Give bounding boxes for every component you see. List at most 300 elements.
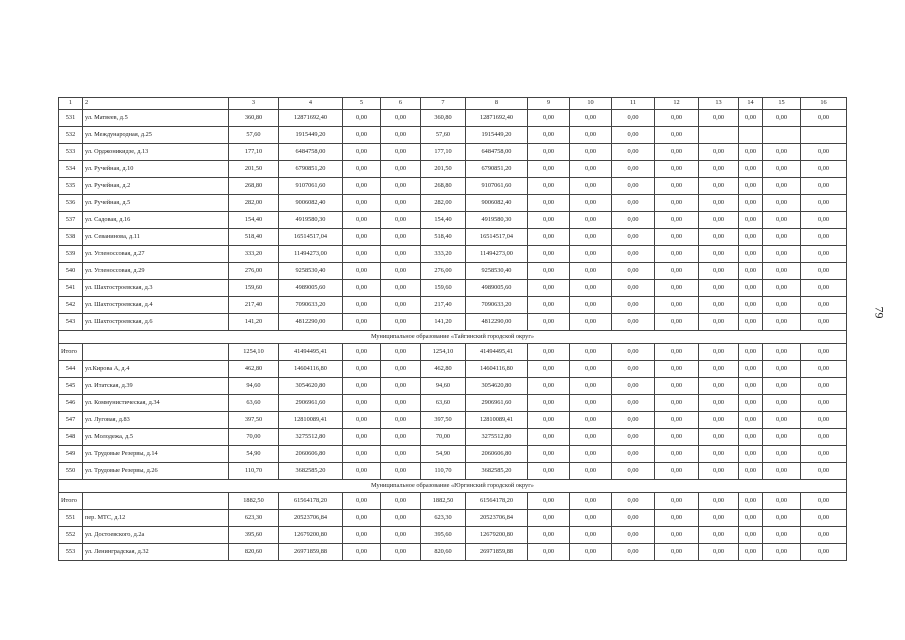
table-row (59, 263, 847, 280)
table-cell: 0,00 (801, 463, 847, 480)
table-cell: 0,00 (381, 297, 421, 314)
table-cell: 0,00 (381, 229, 421, 246)
table-cell: 0,00 (699, 144, 739, 161)
table-cell: 0,00 (801, 195, 847, 212)
table-cell: 397,50 (421, 412, 466, 429)
table-cell: 0,00 (655, 178, 699, 195)
table-cell: 0,00 (739, 510, 763, 527)
table-cell: 0,00 (655, 344, 699, 361)
table-cell: 0,00 (612, 110, 655, 127)
table-cell: 0,00 (381, 527, 421, 544)
table-cell: 0,00 (381, 110, 421, 127)
table-cell: 14 (739, 98, 763, 110)
table-cell: 11494273,00 (279, 246, 343, 263)
table-cell: 6790851,20 (279, 161, 343, 178)
section-title-row (59, 480, 847, 493)
table-cell: 15 (763, 98, 801, 110)
table-cell: 549 (59, 446, 83, 463)
table-cell: 0,00 (739, 178, 763, 195)
table-cell: 12679200,80 (279, 527, 343, 544)
table-row (59, 110, 847, 127)
table-row (59, 361, 847, 378)
table-cell: 159,60 (421, 280, 466, 297)
table-cell: 534 (59, 161, 83, 178)
table-cell: 3054620,80 (279, 378, 343, 395)
table-cell: 141,20 (229, 314, 279, 331)
table-cell: 0,00 (381, 178, 421, 195)
table-cell: 2906961,60 (466, 395, 528, 412)
table-cell: 553 (59, 544, 83, 561)
table-cell: 0,00 (612, 544, 655, 561)
table-cell: 282,00 (229, 195, 279, 212)
table-cell: 360,80 (421, 110, 466, 127)
table-cell: 0,00 (381, 344, 421, 361)
table-cell: 0,00 (699, 297, 739, 314)
table-cell: 9258530,40 (279, 263, 343, 280)
table-cell: 1882,50 (421, 493, 466, 510)
table-cell: 268,80 (421, 178, 466, 195)
table-cell: 0,00 (612, 412, 655, 429)
table-cell: 70,00 (421, 429, 466, 446)
table-cell: ул. Достоевского, д.2а (83, 527, 229, 544)
table-cell: 0,00 (381, 378, 421, 395)
table-cell: 0,00 (801, 314, 847, 331)
table-cell: 0,00 (763, 429, 801, 446)
table-cell: 0,00 (381, 212, 421, 229)
table-cell: 0,00 (655, 510, 699, 527)
table-cell: 0,00 (699, 110, 739, 127)
table-cell: 0,00 (699, 446, 739, 463)
table-cell: 0,00 (528, 429, 570, 446)
table-cell: Итого (59, 493, 83, 510)
table-cell: 26971859,88 (466, 544, 528, 561)
table-cell: 9006082,40 (279, 195, 343, 212)
table-cell: 548 (59, 429, 83, 446)
table-cell: 0,00 (699, 378, 739, 395)
table-cell: 9006082,40 (466, 195, 528, 212)
table-cell: 41494495,41 (466, 344, 528, 361)
table-cell: 0,00 (699, 263, 739, 280)
table-cell: 547 (59, 412, 83, 429)
table-cell: 0,00 (570, 412, 612, 429)
table-cell: 333,20 (421, 246, 466, 263)
table-cell: 0,00 (655, 429, 699, 446)
table-cell: 12810089,41 (466, 412, 528, 429)
table-cell: 0,00 (570, 246, 612, 263)
table-cell: ул. Трудовые Резервы, д.26 (83, 463, 229, 480)
table-cell: 0,00 (801, 297, 847, 314)
table-cell: 110,70 (421, 463, 466, 480)
table-cell: 0,00 (612, 493, 655, 510)
table-cell: 0,00 (763, 378, 801, 395)
table-cell: 0,00 (655, 144, 699, 161)
table-cell: ул. Ручейная, д.2 (83, 178, 229, 195)
table-cell: 0,00 (528, 510, 570, 527)
table-cell: ул. Шахтостроевская, д.3 (83, 280, 229, 297)
table-cell: 2060606,80 (279, 446, 343, 463)
table-cell: 6484758,00 (279, 144, 343, 161)
table-cell: 0,00 (612, 178, 655, 195)
table-cell: 9258530,40 (466, 263, 528, 280)
table-cell: 0,00 (763, 544, 801, 561)
table-row (59, 314, 847, 331)
table-cell: 0,00 (381, 510, 421, 527)
table-cell: 12 (655, 98, 699, 110)
table-cell: 16514517,04 (466, 229, 528, 246)
table-cell: 0,00 (612, 263, 655, 280)
table-cell: 13 (699, 98, 739, 110)
table-cell: 0,00 (763, 212, 801, 229)
table-cell: ул. Коммунистическая, д.34 (83, 395, 229, 412)
table-row (59, 429, 847, 446)
table-cell: 0,00 (381, 463, 421, 480)
table-cell: 0,00 (801, 280, 847, 297)
table-cell: 0,00 (612, 195, 655, 212)
table-cell: 0,00 (739, 263, 763, 280)
table-cell: 0,00 (528, 395, 570, 412)
table-cell: 360,80 (229, 110, 279, 127)
table-cell: 7 (421, 98, 466, 110)
table-cell: 542 (59, 297, 83, 314)
table-cell: 0,00 (343, 412, 381, 429)
table-cell: 0,00 (528, 544, 570, 561)
table-cell: 12871692,40 (466, 110, 528, 127)
table-cell: 3682585,20 (466, 463, 528, 480)
table-cell: 820,60 (421, 544, 466, 561)
table-cell: 0,00 (381, 361, 421, 378)
table-cell: 0,00 (699, 161, 739, 178)
table-cell: 0,00 (655, 297, 699, 314)
table-cell: 3275512,80 (279, 429, 343, 446)
table-cell: 0,00 (801, 412, 847, 429)
table-cell: 159,60 (229, 280, 279, 297)
table-cell: 11494273,00 (466, 246, 528, 263)
table-cell: 0,00 (570, 493, 612, 510)
table-cell: 63,60 (421, 395, 466, 412)
table-cell: 4 (279, 98, 343, 110)
table-cell: 110,70 (229, 463, 279, 480)
table-cell: 1 (59, 98, 83, 110)
table-row (59, 212, 847, 229)
table-cell: 0,00 (343, 544, 381, 561)
table-cell: 0,00 (612, 429, 655, 446)
table-cell: 0,00 (343, 378, 381, 395)
table-cell: 0,00 (763, 527, 801, 544)
table-cell: 41494495,41 (279, 344, 343, 361)
table-cell: 0,00 (570, 378, 612, 395)
table-cell: 201,50 (229, 161, 279, 178)
table-row (59, 527, 847, 544)
table-cell: 0,00 (739, 195, 763, 212)
table-cell: 0,00 (801, 212, 847, 229)
table-cell: 7090633,20 (279, 297, 343, 314)
table-cell: 623,30 (421, 510, 466, 527)
table-cell: 0,00 (570, 297, 612, 314)
table-cell: 0,00 (801, 110, 847, 127)
table-cell: 0,00 (699, 527, 739, 544)
table-cell: 9 (528, 98, 570, 110)
table-cell: 0,00 (655, 527, 699, 544)
table-cell: 0,00 (699, 229, 739, 246)
table-row (59, 297, 847, 314)
table-cell: 0,00 (570, 395, 612, 412)
table-cell: 0,00 (763, 246, 801, 263)
table-cell: 0,00 (655, 195, 699, 212)
table-cell: 0,00 (381, 314, 421, 331)
table-cell: 7090633,20 (466, 297, 528, 314)
table-cell: 545 (59, 378, 83, 395)
table-cell: 538 (59, 229, 83, 246)
table-cell: 9107061,60 (279, 178, 343, 195)
table-cell: 0,00 (699, 429, 739, 446)
table-cell: 70,00 (229, 429, 279, 446)
table-cell: 0,00 (570, 544, 612, 561)
table-cell: 0,00 (655, 263, 699, 280)
table-row (59, 246, 847, 263)
table-cell: 0,00 (612, 361, 655, 378)
table-cell (83, 493, 229, 510)
table-cell: 177,10 (421, 144, 466, 161)
table-cell: 0,00 (655, 246, 699, 263)
table-cell: ул.Кирова А, д.4 (83, 361, 229, 378)
table-cell: 0,00 (528, 195, 570, 212)
table-cell: 2060606,80 (466, 446, 528, 463)
table-cell: 0,00 (699, 412, 739, 429)
table-cell: 531 (59, 110, 83, 127)
table-cell: 0,00 (763, 110, 801, 127)
table-cell: 94,60 (229, 378, 279, 395)
table-cell: 57,60 (421, 127, 466, 144)
table-cell: 154,40 (229, 212, 279, 229)
table-cell: 0,00 (528, 110, 570, 127)
table-cell: 94,60 (421, 378, 466, 395)
table-row (59, 412, 847, 429)
table-cell: 0,00 (655, 463, 699, 480)
table-cell: 0,00 (612, 229, 655, 246)
table-cell: 0,00 (699, 493, 739, 510)
table-cell: 0,00 (570, 463, 612, 480)
table-cell: 0,00 (381, 195, 421, 212)
table-cell: 0,00 (381, 144, 421, 161)
table-cell: 0,00 (570, 110, 612, 127)
table-cell: 0,00 (381, 412, 421, 429)
table-cell: 0,00 (699, 344, 739, 361)
table-cell: 0,00 (570, 144, 612, 161)
table-cell: 820,60 (229, 544, 279, 561)
table-cell: 0,00 (801, 510, 847, 527)
table-cell: 533 (59, 144, 83, 161)
table-row (59, 544, 847, 561)
table-cell: 0,00 (739, 361, 763, 378)
table-cell: 0,00 (801, 378, 847, 395)
table-row (59, 378, 847, 395)
table-row (59, 127, 847, 144)
table-cell: 0,00 (655, 493, 699, 510)
table-cell: 0,00 (763, 280, 801, 297)
table-cell: 0,00 (343, 246, 381, 263)
table-cell: 0,00 (612, 378, 655, 395)
table-cell: 0,00 (570, 229, 612, 246)
table-cell: 0,00 (343, 493, 381, 510)
table-cell: 0,00 (570, 212, 612, 229)
table-cell: 20523706,84 (466, 510, 528, 527)
table-cell: ул. Садовая, д.16 (83, 212, 229, 229)
table-cell: 0,00 (699, 510, 739, 527)
table-cell: 0,00 (570, 446, 612, 463)
table-cell: 0,00 (801, 493, 847, 510)
table-cell: 0,00 (801, 344, 847, 361)
table-cell: 0,00 (381, 280, 421, 297)
table-cell: пер. МТС, д.12 (83, 510, 229, 527)
table-cell: 217,40 (229, 297, 279, 314)
table-cell: 0,00 (343, 178, 381, 195)
table-cell: 0,00 (801, 178, 847, 195)
table-cell: 0,00 (655, 544, 699, 561)
table-cell: 0,00 (801, 263, 847, 280)
table-cell: 543 (59, 314, 83, 331)
table-cell: ул. Ручейная, д.10 (83, 161, 229, 178)
table-cell (763, 127, 801, 144)
table-cell: 0,00 (612, 510, 655, 527)
table-cell: 282,00 (421, 195, 466, 212)
table-cell: 12679200,80 (466, 527, 528, 544)
table-cell: 0,00 (570, 161, 612, 178)
table-cell: 0,00 (801, 429, 847, 446)
table-cell: 16514517,04 (279, 229, 343, 246)
table-cell: 0,00 (612, 280, 655, 297)
table-cell: 0,00 (763, 195, 801, 212)
table-cell: 0,00 (655, 110, 699, 127)
table-cell: 0,00 (343, 212, 381, 229)
table-cell: 0,00 (739, 527, 763, 544)
table-cell: 537 (59, 212, 83, 229)
table-cell: ул. Угленоссовая, д.27 (83, 246, 229, 263)
table-cell: 0,00 (739, 280, 763, 297)
table-cell: 0,00 (739, 412, 763, 429)
table-cell: 0,00 (343, 510, 381, 527)
table-cell: 0,00 (763, 161, 801, 178)
table-cell: 0,00 (570, 195, 612, 212)
table-cell: 0,00 (528, 412, 570, 429)
table-cell: 3275512,80 (466, 429, 528, 446)
table-cell: 0,00 (739, 344, 763, 361)
table-cell: 12871692,40 (279, 110, 343, 127)
table-cell: 0,00 (612, 212, 655, 229)
table-cell: 6790851,20 (466, 161, 528, 178)
table-cell: 0,00 (612, 127, 655, 144)
table-cell: 0,00 (655, 412, 699, 429)
table-cell: 0,00 (763, 263, 801, 280)
table-cell: 61564178,20 (466, 493, 528, 510)
table-cell: 9107061,60 (466, 178, 528, 195)
table-cell: 14604116,80 (466, 361, 528, 378)
table-cell: 0,00 (763, 493, 801, 510)
table-cell: 3682585,20 (279, 463, 343, 480)
table-cell: 0,00 (570, 314, 612, 331)
table-cell: 0,00 (655, 229, 699, 246)
table-cell: 0,00 (381, 446, 421, 463)
table-cell: 0,00 (739, 144, 763, 161)
table-cell: 61564178,20 (279, 493, 343, 510)
table-cell: 0,00 (699, 178, 739, 195)
table-cell: 0,00 (381, 493, 421, 510)
table-cell: 276,00 (421, 263, 466, 280)
table-row (59, 178, 847, 195)
table-cell: 0,00 (528, 144, 570, 161)
table-cell: 63,60 (229, 395, 279, 412)
table-cell: 333,20 (229, 246, 279, 263)
table-cell: 0,00 (528, 361, 570, 378)
table-cell: 268,80 (229, 178, 279, 195)
table-cell: 0,00 (570, 527, 612, 544)
table-cell: 0,00 (655, 161, 699, 178)
table-cell: 4812290,00 (279, 314, 343, 331)
table-cell (83, 344, 229, 361)
table-cell: 0,00 (739, 161, 763, 178)
table-cell: 1254,10 (229, 344, 279, 361)
table-cell: 11 (612, 98, 655, 110)
table-cell: 0,00 (570, 280, 612, 297)
table-cell: 0,00 (381, 544, 421, 561)
table-cell: 0,00 (381, 263, 421, 280)
table-cell: 0,00 (739, 463, 763, 480)
table-cell: 0,00 (739, 229, 763, 246)
total-row (59, 344, 847, 361)
table-cell: 535 (59, 178, 83, 195)
table-cell: 0,00 (612, 395, 655, 412)
table-cell: 0,00 (801, 229, 847, 246)
table-cell: 0,00 (570, 429, 612, 446)
table-cell: 462,80 (421, 361, 466, 378)
table-cell (801, 127, 847, 144)
table-cell: 0,00 (655, 314, 699, 331)
table-cell: 0,00 (612, 446, 655, 463)
table-cell: 0,00 (343, 280, 381, 297)
table-cell: 518,40 (421, 229, 466, 246)
table-cell: 0,00 (381, 246, 421, 263)
table-cell: 201,50 (421, 161, 466, 178)
table-cell: ул. Шахтостроевская, д.4 (83, 297, 229, 314)
table-cell: 540 (59, 263, 83, 280)
table-cell: 0,00 (528, 463, 570, 480)
table-cell: 0,00 (763, 297, 801, 314)
table-cell: 0,00 (655, 212, 699, 229)
table-cell: 0,00 (612, 527, 655, 544)
table-cell: 0,00 (528, 446, 570, 463)
table-cell: 0,00 (612, 314, 655, 331)
table-cell: 0,00 (343, 395, 381, 412)
table-cell: 0,00 (381, 127, 421, 144)
table-cell: 54,90 (421, 446, 466, 463)
table-cell: 623,30 (229, 510, 279, 527)
table-cell: 0,00 (699, 314, 739, 331)
table-cell: 0,00 (528, 229, 570, 246)
table-cell: 0,00 (381, 395, 421, 412)
table-cell: 12810089,41 (279, 412, 343, 429)
table-cell: 0,00 (699, 195, 739, 212)
table-cell (699, 127, 739, 144)
table-cell: 0,00 (381, 161, 421, 178)
table-cell: 0,00 (801, 446, 847, 463)
table-cell: 6484758,00 (466, 144, 528, 161)
table-cell: 0,00 (739, 212, 763, 229)
table-cell: 0,00 (699, 212, 739, 229)
table-cell: 0,00 (612, 246, 655, 263)
table-cell: 0,00 (528, 297, 570, 314)
table-cell: ул. Севанинова, д.11 (83, 229, 229, 246)
table-cell: 5 (343, 98, 381, 110)
table-row (59, 395, 847, 412)
